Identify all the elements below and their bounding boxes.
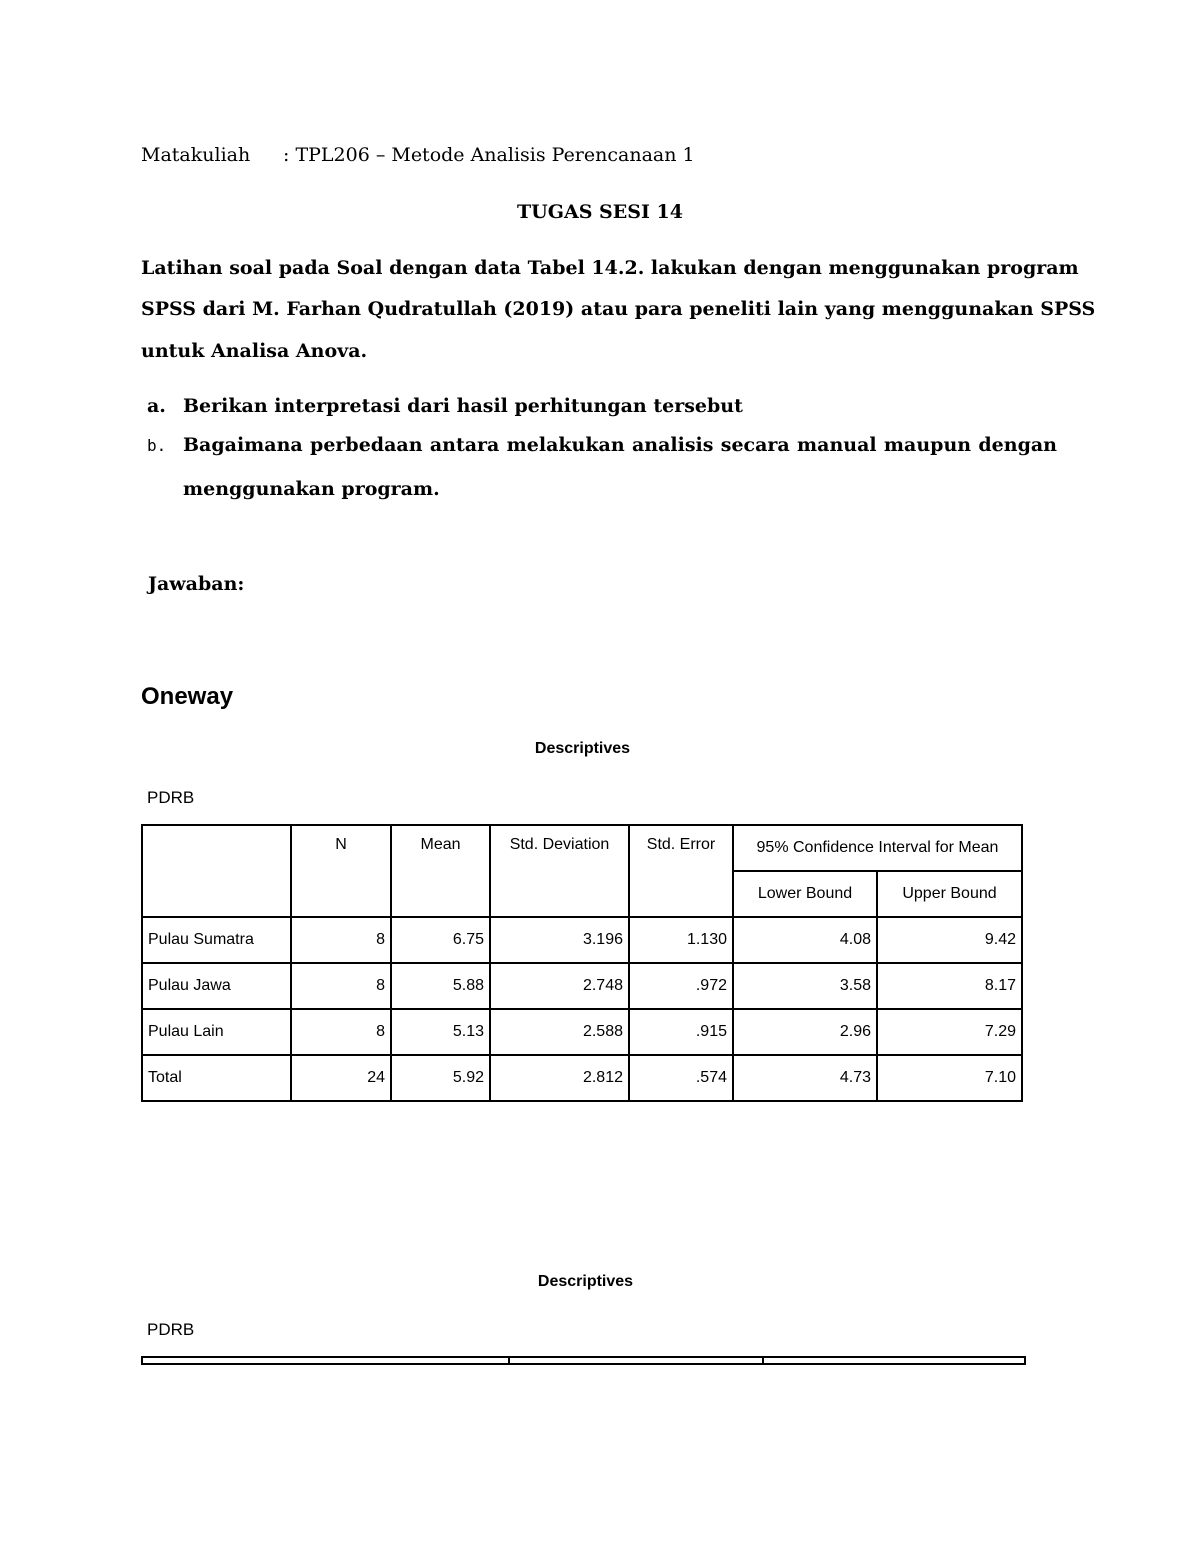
cell-upper-bound: 9.42: [877, 917, 1022, 963]
header-empty-cell: [142, 825, 291, 917]
question-a-text: Berikan interpretasi dari hasil perhitungan tersebut: [183, 395, 743, 417]
table-row: [142, 917, 1022, 963]
cell-n: 8: [291, 917, 391, 963]
instruction-line-1: Latihan soal pada Soal dengan data Tabel 14.2. lakukan dengan menggunakan program: [141, 257, 1079, 279]
table-header-row: [142, 825, 1022, 871]
cell-n: 8: [291, 963, 391, 1009]
header-mean: Mean: [391, 825, 490, 917]
answer-label: Jawaban:: [148, 573, 245, 595]
oneway-heading: Oneway: [141, 683, 234, 710]
table-2-cell: [509, 1357, 763, 1364]
descriptives-table: [141, 824, 1023, 1102]
table-2-top-row: [142, 1357, 1025, 1364]
cell-std-error: .972: [629, 963, 733, 1009]
course-label: Matakuliah: [141, 144, 251, 166]
cell-std-deviation: 2.588: [490, 1009, 629, 1055]
variable-label: PDRB: [147, 788, 195, 807]
cell-std-error: .574: [629, 1055, 733, 1101]
row-label: Pulau Lain: [142, 1009, 291, 1055]
cell-std-deviation: 3.196: [490, 917, 629, 963]
cell-upper-bound: 8.17: [877, 963, 1022, 1009]
cell-upper-bound: 7.29: [877, 1009, 1022, 1055]
cell-lower-bound: 2.96: [733, 1009, 877, 1055]
descriptives-title-2: Descriptives: [537, 1273, 634, 1290]
header-std-error: Std. Error: [629, 825, 733, 917]
descriptives-title: Descriptives: [534, 740, 631, 757]
cell-lower-bound: 4.08: [733, 917, 877, 963]
cell-lower-bound: 3.58: [733, 963, 877, 1009]
row-label: Total: [142, 1055, 291, 1101]
cell-n: 24: [291, 1055, 391, 1101]
header-upper-bound: Upper Bound: [877, 871, 1022, 917]
header-n: N: [291, 825, 391, 917]
table-2-cell: [142, 1357, 509, 1364]
course-value: : TPL206 – Metode Analisis Perencanaan 1: [283, 144, 695, 166]
cell-lower-bound: 4.73: [733, 1055, 877, 1101]
header-std-deviation: Std. Deviation: [490, 825, 629, 917]
instruction-line-2: SPSS dari M. Farhan Qudratullah (2019) atau para peneliti lain yang menggunakan SPSS: [141, 298, 1096, 320]
header-lower-bound: Lower Bound: [733, 871, 877, 917]
row-label: Pulau Sumatra: [142, 917, 291, 963]
cell-std-deviation: 2.748: [490, 963, 629, 1009]
cell-n: 8: [291, 1009, 391, 1055]
cell-mean: 6.75: [391, 917, 490, 963]
cell-std-error: 1.130: [629, 917, 733, 963]
cell-std-error: .915: [629, 1009, 733, 1055]
question-b-text-line-1: Bagaimana perbedaan antara melakukan analisis secara manual maupun dengan: [183, 434, 1057, 456]
question-a-marker: a.: [147, 395, 166, 417]
cell-mean: 5.88: [391, 963, 490, 1009]
task-title: TUGAS SESI 14: [517, 201, 683, 223]
table-row-total: [142, 1055, 1022, 1101]
cell-mean: 5.13: [391, 1009, 490, 1055]
cell-std-deviation: 2.812: [490, 1055, 629, 1101]
table-2-cell: [763, 1357, 1025, 1364]
header-confidence-interval: 95% Confidence Interval for Mean: [733, 825, 1022, 871]
cell-mean: 5.92: [391, 1055, 490, 1101]
question-b-text-line-2: menggunakan program.: [183, 478, 440, 500]
cell-upper-bound: 7.10: [877, 1055, 1022, 1101]
instruction-line-3: untuk Analisa Anova.: [141, 340, 368, 362]
descriptives-table-2: [141, 1356, 1026, 1365]
row-label: Pulau Jawa: [142, 963, 291, 1009]
table-row: [142, 1009, 1022, 1055]
question-b-marker: b.: [147, 436, 167, 455]
course-line: [141, 144, 695, 166]
variable-label-2: PDRB: [147, 1320, 195, 1339]
table-row: [142, 963, 1022, 1009]
